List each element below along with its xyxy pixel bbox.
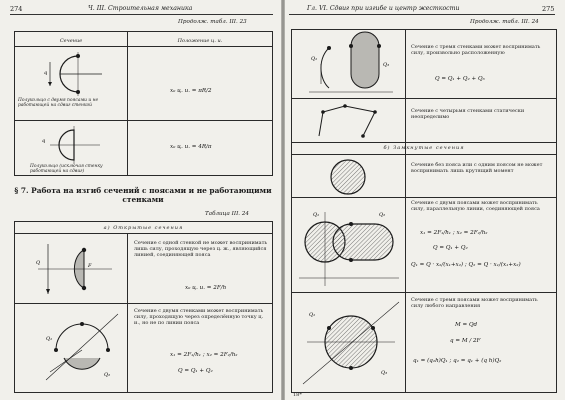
svg-text:Q₂: Q₂ — [104, 372, 111, 378]
svg-text:F: F — [88, 263, 92, 269]
row1-formula: x₀ ц. и. = πR/2 — [170, 88, 212, 94]
right-row1-formula: Q = Q₁ + Q₂ + Q₃ — [435, 76, 485, 82]
svg-text:Q₁: Q₁ — [313, 212, 320, 218]
svg-text:q: q — [42, 138, 46, 144]
three-flange-closed-figure — [299, 298, 403, 388]
right-row4-formula3: Q₁ = Q · x₂/(x₁+x₂) ; Q₂ = Q · x₁/(x₁+x₂) — [411, 262, 521, 268]
open-section-figure-2 — [42, 310, 122, 382]
row3-text: Сечение с одной стенкой не может воспринимать лишь силу, проходящую через ц. ж., являющийся линией, соединяющей пояса — [134, 240, 268, 258]
right-row4-text: Сечение с двумя поясами может воспринимать силу, параллельную линии, соединяющей пояса — [411, 200, 540, 212]
running-head-right: Гл. VI. Сдвиг при изгибе и центр жесткости — [307, 5, 460, 12]
row4-formula2: Q = Q₁ + Q₂ — [178, 368, 213, 374]
column-header-center: Положение ц. и. — [177, 38, 223, 44]
page-number-left: 274 — [10, 5, 23, 13]
column-header-section: Сечение — [59, 38, 83, 44]
table-column-divider-lower — [127, 233, 128, 392]
four-web-figure — [315, 102, 385, 140]
right-page — [285, 0, 565, 400]
row2-formula: x₀ ц. и. = 4R/π — [170, 144, 212, 150]
row2-caption: Полукольцо (исключая стенку работающей на сдвиг) — [30, 164, 103, 174]
footer-mark: 18* — [293, 392, 302, 398]
right-row4-formula1: x₁ = 2F₁/h₁ ; x₂ = 2F₂/h₂ — [420, 230, 488, 236]
page-number-right: 275 — [542, 5, 555, 13]
right-row-divider-3 — [291, 154, 557, 155]
subsection-divider-left — [14, 233, 273, 234]
right-row2-text: Сечение с четырьмя стенками статически неопределимо — [411, 108, 525, 120]
table-row-divider-lower — [14, 303, 273, 304]
right-row-divider-1 — [291, 98, 557, 99]
right-row-divider-2 — [291, 142, 557, 143]
header-rule-right — [289, 14, 555, 15]
left-page — [0, 0, 281, 400]
right-row3-text: Сечение без пояса или с одним поясом не может воспринимать лишь крутящий момент — [411, 162, 543, 174]
half-ring-figure-1 — [40, 52, 110, 96]
three-web-figure — [307, 34, 397, 96]
row4-text: Сечение с двумя стенками может воспринимать силу, проходящую через определённую точку ц. и., но не по линии пояса — [134, 308, 264, 326]
right-row4-formula2: Q = Q₁ + Q₂ — [433, 245, 468, 251]
header-rule-left — [10, 14, 273, 15]
open-section-figure-1 — [28, 242, 118, 296]
row1-caption: Полукольцо с двумя поясами и не работающей на сдвиг стенкой — [18, 98, 99, 108]
subsection-open-title: а) Открытые сечения — [103, 225, 184, 231]
table-label: Таблица III. 24 — [205, 211, 249, 217]
table-row-divider — [14, 120, 273, 121]
right-column-divider — [405, 29, 406, 392]
row4-formula1: x₁ = 2F₁/h₁ ; x₂ = 2F₂/h₂ — [170, 352, 238, 358]
closed-circle-figure — [323, 158, 373, 196]
continuation-label-right: Продолж. табл. III. 24 — [470, 19, 539, 25]
half-ring-figure-2 — [40, 126, 110, 164]
subsection-closed-title: б) Замкнутые сечения — [383, 145, 465, 151]
right-row5-formula3: q₁ = (q₂h)Q₁ ; q₂ = q₁ + (q h)Q₂ — [413, 358, 502, 364]
two-chamber-figure — [295, 202, 403, 288]
right-row5-formula1: M = Qd — [455, 322, 478, 328]
continuation-label-left: Продолж. табл. III. 23 — [178, 19, 247, 25]
svg-text:Q₁: Q₁ — [46, 336, 53, 342]
section-title: § 7. Работа на изгиб сечений с поясами и не работающими стенками — [14, 186, 272, 204]
svg-text:Q: Q — [36, 260, 41, 266]
row3-formula: x₀ ц. и. = 2F/h — [185, 285, 227, 291]
svg-text:Q₁: Q₁ — [311, 56, 318, 62]
table-header-divider — [14, 46, 273, 47]
svg-text:Q₃: Q₃ — [383, 62, 390, 68]
svg-text:q: q — [44, 70, 48, 76]
running-head-left: Ч. III. Строительная механика — [88, 5, 193, 12]
right-row5-text: Сечение с тремя поясами может воспринимать силу любого направления — [411, 297, 538, 309]
svg-text:Q₂: Q₂ — [379, 212, 386, 218]
right-row5-formula2: q = M / 2F — [450, 338, 481, 344]
right-row1-text: Сечение с тремя стенками может воспринимать силу, произвольно расположенную — [411, 44, 541, 56]
right-row-divider-5 — [291, 292, 557, 293]
svg-text:Q₁: Q₁ — [309, 312, 316, 318]
right-row-divider-4 — [291, 197, 557, 198]
svg-text:Q₃: Q₃ — [381, 370, 388, 376]
table-column-divider — [127, 31, 128, 175]
